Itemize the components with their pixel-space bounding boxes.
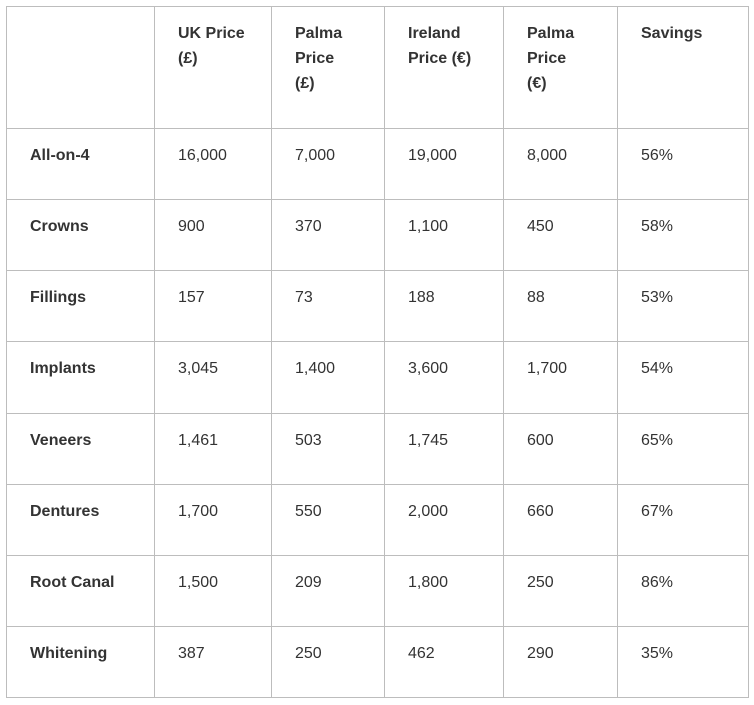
header-line: Price xyxy=(295,50,335,67)
cell-palma-price-eur: 250 xyxy=(504,555,618,626)
row-label: Veneers xyxy=(7,413,155,484)
table-row xyxy=(7,271,749,342)
cell-palma-price-eur: 88 xyxy=(504,271,618,342)
cell-ireland-price: 19,000 xyxy=(385,129,504,200)
table-row xyxy=(7,626,749,697)
header-row xyxy=(7,7,749,129)
cell-palma-price-eur: 8,000 xyxy=(504,129,618,200)
cell-savings: 86% xyxy=(618,555,749,626)
table-row xyxy=(7,413,749,484)
cell-ireland-price: 1,800 xyxy=(385,555,504,626)
table-row xyxy=(7,555,749,626)
cell-uk-price: 1,500 xyxy=(155,555,272,626)
cell-uk-price: 16,000 xyxy=(155,129,272,200)
row-label: Implants xyxy=(7,342,155,413)
header-line: Ireland xyxy=(408,25,461,42)
header-cell-empty xyxy=(7,7,155,129)
price-comparison-table xyxy=(6,6,749,698)
cell-palma-price-gbp: 550 xyxy=(272,484,385,555)
header-line: Price xyxy=(527,50,567,67)
row-label: Dentures xyxy=(7,484,155,555)
cell-palma-price-eur: 290 xyxy=(504,626,618,697)
cell-ireland-price: 1,745 xyxy=(385,413,504,484)
cell-uk-price: 157 xyxy=(155,271,272,342)
header-ireland-price-eur xyxy=(385,7,504,129)
cell-savings: 67% xyxy=(618,484,749,555)
cell-palma-price-gbp: 250 xyxy=(272,626,385,697)
header-line: Savings xyxy=(641,25,703,42)
cell-ireland-price: 1,100 xyxy=(385,200,504,271)
cell-uk-price: 900 xyxy=(155,200,272,271)
cell-palma-price-eur: 1,700 xyxy=(504,342,618,413)
cell-palma-price-eur: 600 xyxy=(504,413,618,484)
cell-savings: 35% xyxy=(618,626,749,697)
cell-uk-price: 1,461 xyxy=(155,413,272,484)
cell-savings: 65% xyxy=(618,413,749,484)
table-row xyxy=(7,200,749,271)
header-line: Palma xyxy=(295,25,343,42)
cell-uk-price: 1,700 xyxy=(155,484,272,555)
cell-palma-price-eur: 660 xyxy=(504,484,618,555)
header-savings xyxy=(618,7,749,129)
cell-ireland-price: 2,000 xyxy=(385,484,504,555)
header-line: UK Price xyxy=(178,25,245,42)
cell-palma-price-gbp: 73 xyxy=(272,271,385,342)
row-label: All-on-4 xyxy=(7,129,155,200)
header-line: (€) xyxy=(527,75,547,92)
cell-palma-price-gbp: 7,000 xyxy=(272,129,385,200)
cell-savings: 56% xyxy=(618,129,749,200)
header-uk-price-gbp xyxy=(155,7,272,129)
cell-palma-price-gbp: 503 xyxy=(272,413,385,484)
cell-palma-price-gbp: 209 xyxy=(272,555,385,626)
row-label: Root Canal xyxy=(7,555,155,626)
table-header xyxy=(7,7,749,129)
row-label: Crowns xyxy=(7,200,155,271)
cell-ireland-price: 188 xyxy=(385,271,504,342)
row-label: Whitening xyxy=(7,626,155,697)
row-label: Fillings xyxy=(7,271,155,342)
cell-uk-price: 387 xyxy=(155,626,272,697)
cell-ireland-price: 462 xyxy=(385,626,504,697)
table-row xyxy=(7,129,749,200)
header-line: Price (€) xyxy=(408,50,472,67)
cell-savings: 53% xyxy=(618,271,749,342)
cell-uk-price: 3,045 xyxy=(155,342,272,413)
header-line: (£) xyxy=(295,75,315,92)
table-body xyxy=(7,129,749,698)
table-row xyxy=(7,342,749,413)
header-line: (£) xyxy=(178,50,198,67)
header-palma-price-eur xyxy=(504,7,618,129)
cell-savings: 54% xyxy=(618,342,749,413)
cell-savings: 58% xyxy=(618,200,749,271)
header-palma-price-gbp xyxy=(272,7,385,129)
table-row xyxy=(7,484,749,555)
cell-ireland-price: 3,600 xyxy=(385,342,504,413)
cell-palma-price-eur: 450 xyxy=(504,200,618,271)
cell-palma-price-gbp: 370 xyxy=(272,200,385,271)
cell-palma-price-gbp: 1,400 xyxy=(272,342,385,413)
header-line: Palma xyxy=(527,25,575,42)
